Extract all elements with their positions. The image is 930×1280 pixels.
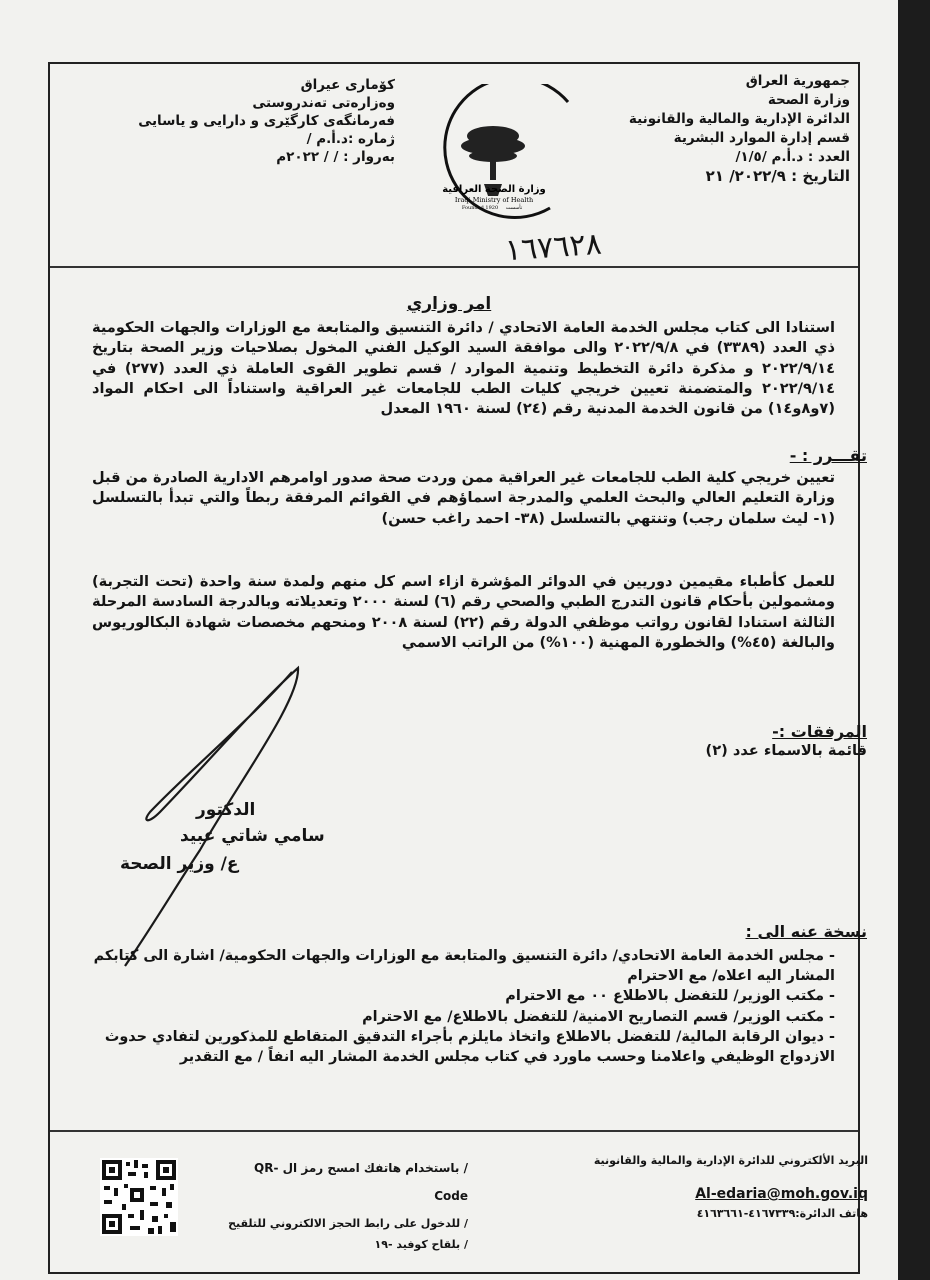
phone-number: هاتف الدائرة:٤١٦٧٣٣٩-٤١٦٣٦٦١ xyxy=(696,1207,868,1220)
document-border xyxy=(48,62,860,1274)
vaccine-line: / بلقاح كوفيد -١٩ xyxy=(374,1238,468,1251)
header-arabic xyxy=(590,72,850,186)
header-kurdish xyxy=(138,76,395,166)
copies-list xyxy=(92,946,835,1067)
email-label: البريد الألكتروني للدائرة الإدارية والمالية والقانونية xyxy=(593,1154,868,1167)
logo-name: وزارة الصحة العراقية xyxy=(442,184,546,195)
attachments-text: قائمة بالاسماء عدد (٢) xyxy=(705,742,867,759)
decision-paragraph-1: تعيين خريجي كلية الطب للجامعات غير العراقية ممن وردت صحة صدور اوامرهم الادارية الصادرة من قبل وزارة التعليم العالي والبحث العلمي والمدرجة اسماؤهم في القوائم المرفقة ربطاً والتي تبدأ بالتسلسل (١- ليث سلمان رجب) وتنتهي بالتسلسل (٣٨- احمد راغب حسن) xyxy=(92,469,835,527)
department-name: قسم إدارة الموارد البشرية xyxy=(673,130,850,146)
header-divider xyxy=(50,266,858,268)
email-link[interactable]: Al-edaria@moh.gov.iq xyxy=(695,1186,868,1202)
decision-label: تقـــرر : - xyxy=(789,446,867,465)
ministry-name-kurdish: وەزارەتی تەندروستی xyxy=(252,95,395,111)
country-name: جمهورية العراق xyxy=(745,73,850,89)
directorate-name: الدائرة الإدارية والمالية والقانونية xyxy=(628,111,850,127)
footer-divider xyxy=(50,1130,858,1132)
logo-name-en: Iraqi Ministry of Health xyxy=(454,196,534,204)
country-name-kurdish: كۆماری عیراق xyxy=(300,77,395,93)
copy-item: - مجلس الخدمة العامة الاتحادي/ دائرة التنسيق والمتابعة مع الوزارات والجهات الحكومية/ اشارة الى كتابكم المشار اليه اعلاه/ مع الاحترام xyxy=(93,948,835,985)
qr-instructions xyxy=(228,1154,468,1252)
booking-link-line: / للدخول على رابط الحجز الالكتروني للتلقيح xyxy=(228,1217,468,1230)
ministry-name: وزارة الصحة xyxy=(767,92,850,108)
copy-item: - ديوان الرقابة المالية/ للتفضل بالاطلاع واتخاذ مايلزم بأجراء التدقيق المتقاطع للمذكورين لتفادي حدوث الازدواج الوظيفي واعلامنا وحسب ماورد في كتاب مجلس الخدمة المشار اليه انفاً / مع التقدير xyxy=(104,1028,835,1066)
scan-edge xyxy=(898,0,930,1280)
reference-number-kurdish: ژمارە :د.أ.م / xyxy=(306,131,395,147)
copy-item: - مكتب الوزير/ قسم التصاريح الامنية/ للتفضل بالاطلاع/ مع الاحترام xyxy=(362,1008,835,1025)
handwritten-number: ١٦٧٦٢٨ xyxy=(503,226,603,269)
signatory-position: ع/ وزير الصحة xyxy=(120,854,239,874)
copies-label: نسخة عنه الى : xyxy=(745,922,867,941)
directorate-name-kurdish: فەرمانگەی کارگێری و دارایی و یاسایی xyxy=(138,113,395,129)
document-date: التاريخ : ٢٠٢٢/٩/ ٢١ xyxy=(705,167,850,185)
qr-code-icon[interactable] xyxy=(100,1158,178,1236)
reference-number: العدد : د.أ.م /١/٥/ xyxy=(735,149,850,165)
document-title: امر وزاري xyxy=(406,294,492,314)
logo-founded-ar: تأسست xyxy=(505,205,523,211)
signatory-name: سامي شاتي عبيد xyxy=(180,826,325,846)
ministry-logo xyxy=(418,84,578,226)
logo-founded: Founded 1920 xyxy=(461,205,499,211)
signatory-title: الدكتور xyxy=(196,800,256,820)
date-kurdish: بەروار : / / ٢٠٢٢م xyxy=(276,149,395,165)
copy-item: - مكتب الوزير/ للتفضل بالاطلاع ٠٠ مع الاحترام xyxy=(505,988,835,1005)
decision-paragraph-2: للعمل كأطباء مقيمين دوريين في الدوائر المؤشرة ازاء اسم كل منهم ولمدة سنة واحدة (تحت التجربة) ومشمولين بأحكام قانون التدرج الطبي والصحي رقم (٦) لسنة ٢٠٠٠ وتعديلاته وبالدرجة السادسة المرحلة الثالثة استنادا لقانون رواتب موظفي الدولة رقم (٢٢) لسنة ٢٠٠٨ ومنحهم مخصصات شهادة البكالوريوس والبالغة (٤٥%) والخطورة المهنية (١٠٠%) من الراتب الاسمي xyxy=(92,573,835,651)
attachments-label: المرفقات :- xyxy=(772,722,867,741)
preamble-paragraph: استنادا الى كتاب مجلس الخدمة العامة الاتحادي / دائرة التنسيق والمتابعة مع الوزارات والجهات الحكومية ذي العدد (٣٣٨٩) في ٢٠٢٢/٩/٨ والى موافقة السيد الوكيل الفني المخول بصلاحيات وزير الصحة بتاريخ ٢٠٢٢/٩/١٤ و مذكرة دائرة التخطيط وتنمية الموارد / قسم تطوير القوى العاملة ذي العدد (٢٧٧) في ٢٠٢٢/٩/١٤ والمتضمنة تعيين خريجي كليات الطب للجامعات غير العراقية واستناداً الى احكام المواد (٧و٨و١٤) من قانون الخدمة المدنية رقم (٢٤) لسنة ١٩٦٠ المعدل xyxy=(92,319,835,418)
qr-scan-line: / باستخدام هاتفك امسح رمز ال QR-Code xyxy=(254,1161,468,1203)
